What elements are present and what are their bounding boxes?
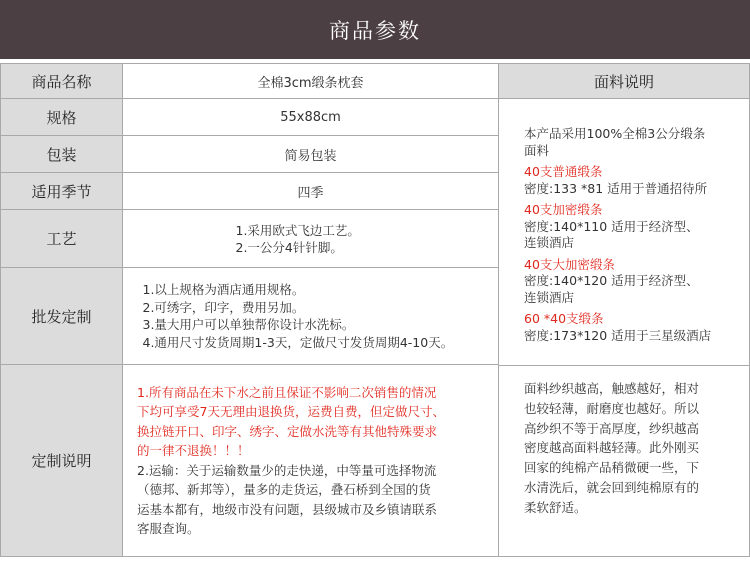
label-text: 商品名称 [31, 72, 92, 91]
label-text: 规格 [46, 108, 77, 127]
grade-item [524, 257, 711, 307]
fabric-header-text: 面料说明 [593, 72, 654, 91]
page-header [0, 0, 750, 59]
value-spec [122, 98, 499, 136]
custom-warning-text: 1.所有商品在未下水之前且保证不影响二次销售的情况 下均可享受7天无理由退换货，运费自费，但定做尺寸、 换拉链开口、印字、绣字、定做水洗等有其他特殊要求 的一律不退换！！！ [137, 384, 445, 458]
fabric-header [498, 63, 750, 99]
value-craft [122, 209, 499, 268]
value-custom [122, 364, 499, 557]
label-text: 适用季节 [31, 182, 92, 201]
grade-desc: 密度:140*110 适用于经济型、 连锁酒店 [524, 218, 699, 250]
label-text: 包装 [46, 145, 77, 164]
label-custom [0, 364, 123, 557]
grade-item [524, 202, 711, 252]
grade-name: 40支加密缎条 [524, 202, 603, 217]
value-text: 全棉3cm缎条枕套 [257, 75, 364, 91]
value-text: 四季 [297, 185, 324, 201]
craft-text: 1.采用欧式飞边工艺。 2.一公分4针针脚。 [235, 222, 360, 255]
value-product-name [122, 63, 499, 99]
value-season [122, 172, 499, 210]
grade-desc: 密度:173*120 适用于三星级酒店 [524, 327, 712, 343]
label-spec [0, 98, 123, 136]
label-text: 批发定制 [31, 307, 92, 326]
value-packaging [122, 135, 499, 173]
grade-item [524, 164, 711, 197]
label-season [0, 172, 123, 210]
value-wholesale [122, 267, 499, 365]
label-craft [0, 209, 123, 268]
page-title: 商品参数 [329, 18, 421, 43]
fabric-grades-cell [498, 98, 750, 366]
grade-name: 60 *40支缎条 [524, 311, 604, 326]
fabric-grades [499, 99, 711, 344]
grade-desc: 密度:133 *81 适用于普通招待所 [524, 180, 708, 196]
grade-name: 40支普通缎条 [524, 164, 603, 179]
fabric-note: 面料纱织越高，触感越好，相对 也较轻薄，耐磨度也越好。所以 高纱织不等于高厚度，纱织越高 密度越高面料越轻薄。此外刚买 回家的纯棉产品稍微硬一些，下 水清洗后，就会回到纯棉原有的 柔软舒适。 [524, 381, 700, 515]
value-text: 55x88cm [280, 109, 341, 125]
grade-desc: 密度:140*120 适用于经济型、 连锁酒店 [524, 273, 699, 305]
custom-shipping-text: 2.运输：关于运输数量少的走快递，中等量可选择物流 （德邦、新邦等），量多的走货运，叠石桥到全国的货 运基本都有，地级市没有问题，县级城市及乡镇请联系 客服查询。 [137, 462, 438, 536]
fabric-intro: 本产品采用100%全棉3公分缎条 面料 [524, 126, 706, 158]
label-text: 定制说明 [31, 452, 92, 470]
grade-name: 40支大加密缎条 [524, 256, 615, 272]
custom-text-block [137, 383, 484, 539]
fabric-note-cell [498, 365, 750, 557]
label-product-name [0, 63, 123, 99]
wholesale-text: 1.以上规格为酒店通用规格。 2.可绣字，印字，费用另加。 3.量大用户可以单独帮你设计水洗标。 4.通用尺寸发货周期1-3天，定做尺寸发货周期4-10天。 [142, 282, 454, 350]
product-params-table [0, 63, 750, 563]
label-text: 工艺 [46, 230, 77, 248]
label-wholesale [0, 267, 123, 365]
label-packaging [0, 135, 123, 173]
grade-item [524, 311, 711, 344]
value-text: 简易包装 [284, 148, 337, 164]
